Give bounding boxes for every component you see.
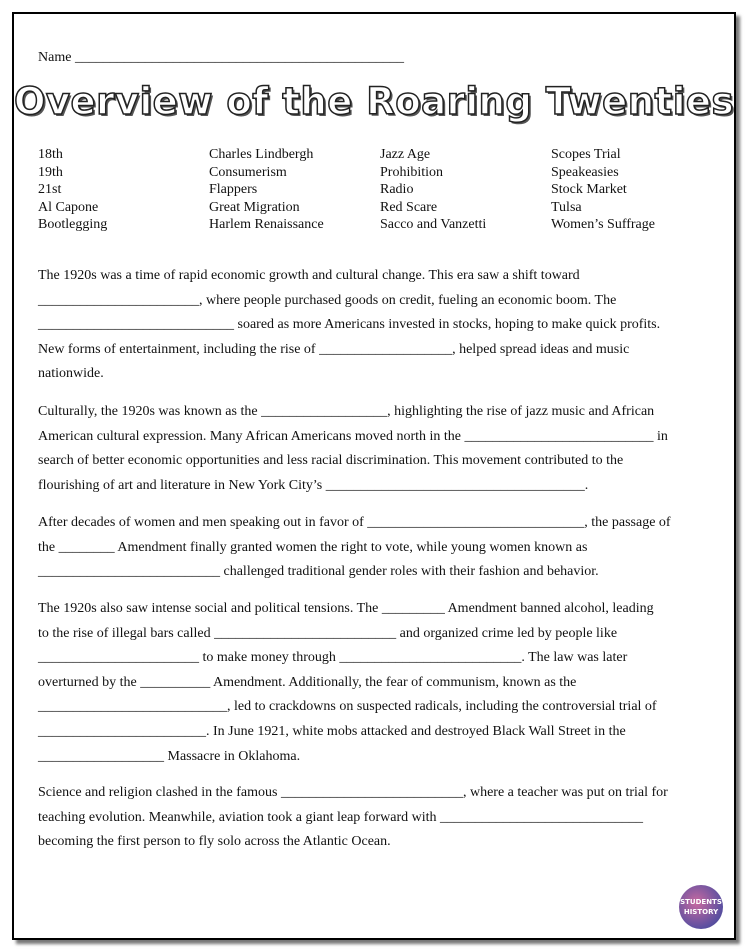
paragraph-line: __________________ Massacre in Oklahoma. [38,748,301,764]
name-blank[interactable]: _______________________________________________ [74,50,404,65]
name-field[interactable] [38,50,404,66]
paragraph-line: teaching evolution. Meanwhile, aviation took a giant leap forward with _____________________________ [38,809,643,825]
fill-in-paragraph [38,511,671,585]
word-bank-term: Scopes Trial [551,147,621,162]
word-bank-term: Prohibition [380,164,444,180]
word-bank-term: Bootlegging [38,217,108,232]
paragraph-line: Culturally, the 1920s was known as the __________________, highlighting the rise of jazz music and African [38,404,655,419]
paragraph-line: ________________________. In June 1921, white mobs attacked and destroyed Black Wall Street in the [38,723,626,739]
word-bank-column [380,146,486,234]
word-bank-term: Red Scare [380,199,438,215]
paragraph-line: After decades of women and men speaking out in favor of _______________________________, the passage of [38,515,671,530]
paragraph-line: The 1920s also saw intense social and political tensions. The _________ Amendment banned alcohol, leading [38,601,654,616]
paragraph-line: The 1920s was a time of rapid economic growth and cultural change. This era saw a shift toward [38,268,580,283]
paragraph-line: Science and religion clashed in the famous __________________________, where a teacher was put on trial for [38,785,668,800]
paragraph-line: _______________________, where people purchased goods on credit, fueling an economic boom. The [38,292,617,308]
students-of-history-logo: STUDENTS HISTORY [679,885,723,929]
paragraph-line: the ________ Amendment finally granted women the right to vote, while young women known as [38,539,588,555]
word-bank-term: Radio [380,182,414,197]
fill-in-paragraph [38,597,657,769]
paragraph-line: _______________________ to make money through __________________________. The law was later [38,650,628,666]
word-bank-term: Charles Lindbergh [209,147,314,162]
name-label: Name [38,50,72,65]
word-bank-column [209,146,324,234]
paragraph-line: becoming the first person to fly solo across the Atlantic Ocean. [38,834,391,850]
word-bank-term: Flappers [209,182,258,197]
fill-in-paragraph [38,264,660,387]
word-bank-term: 19th [38,164,63,180]
paragraph-line: to the rise of illegal bars called __________________________ and organized crime led by people like [38,625,618,641]
word-bank-column [38,146,107,234]
word-bank-term: 18th [38,147,63,162]
paragraph-line: nationwide. [38,366,104,382]
word-bank-term: Jazz Age [380,147,431,162]
word-bank-column [551,146,655,234]
word-bank-term: Speakeasies [551,164,619,180]
paragraph-line: ____________________________ soared as more Americans invested in stocks, hoping to make quick profits. [38,317,661,333]
word-bank-term: Sacco and Vanzetti [380,217,487,232]
word-bank-term: Al Capone [38,199,99,215]
word-bank-term: 21st [38,182,62,197]
paragraph-line: overturned by the __________ Amendment. Additionally, the fear of communism, known as the [38,674,577,690]
paragraph-line: flourishing of art and literature in New York City’s _____________________________________. [38,477,589,493]
fill-in-paragraph [38,781,668,855]
paragraph-line: __________________________ challenged traditional gender roles with their fashion and behavior. [38,564,599,580]
word-bank-term: Harlem Renaissance [209,217,324,232]
paragraph-line: search of better economic opportunities and less racial discrimination. This movement contributed to the [38,453,624,469]
word-bank-term: Great Migration [209,199,300,215]
paragraph-line: New forms of entertainment, including the rise of ___________________, helped spread ideas and music [38,341,630,357]
word-bank-term: Consumerism [209,164,287,180]
paragraph-line: American cultural expression. Many African Americans moved north in the ___________________________ in [38,428,668,444]
word-bank-term: Tulsa [551,199,582,215]
word-bank-term: Women’s Suffrage [551,217,655,232]
word-bank-term: Stock Market [551,182,627,197]
worksheet-title: Overview of the Roaring Twenties [13,80,735,123]
fill-in-paragraph [38,400,668,498]
paragraph-line: ___________________________, led to crackdowns on suspected radicals, including the controversial trial of [38,699,657,715]
